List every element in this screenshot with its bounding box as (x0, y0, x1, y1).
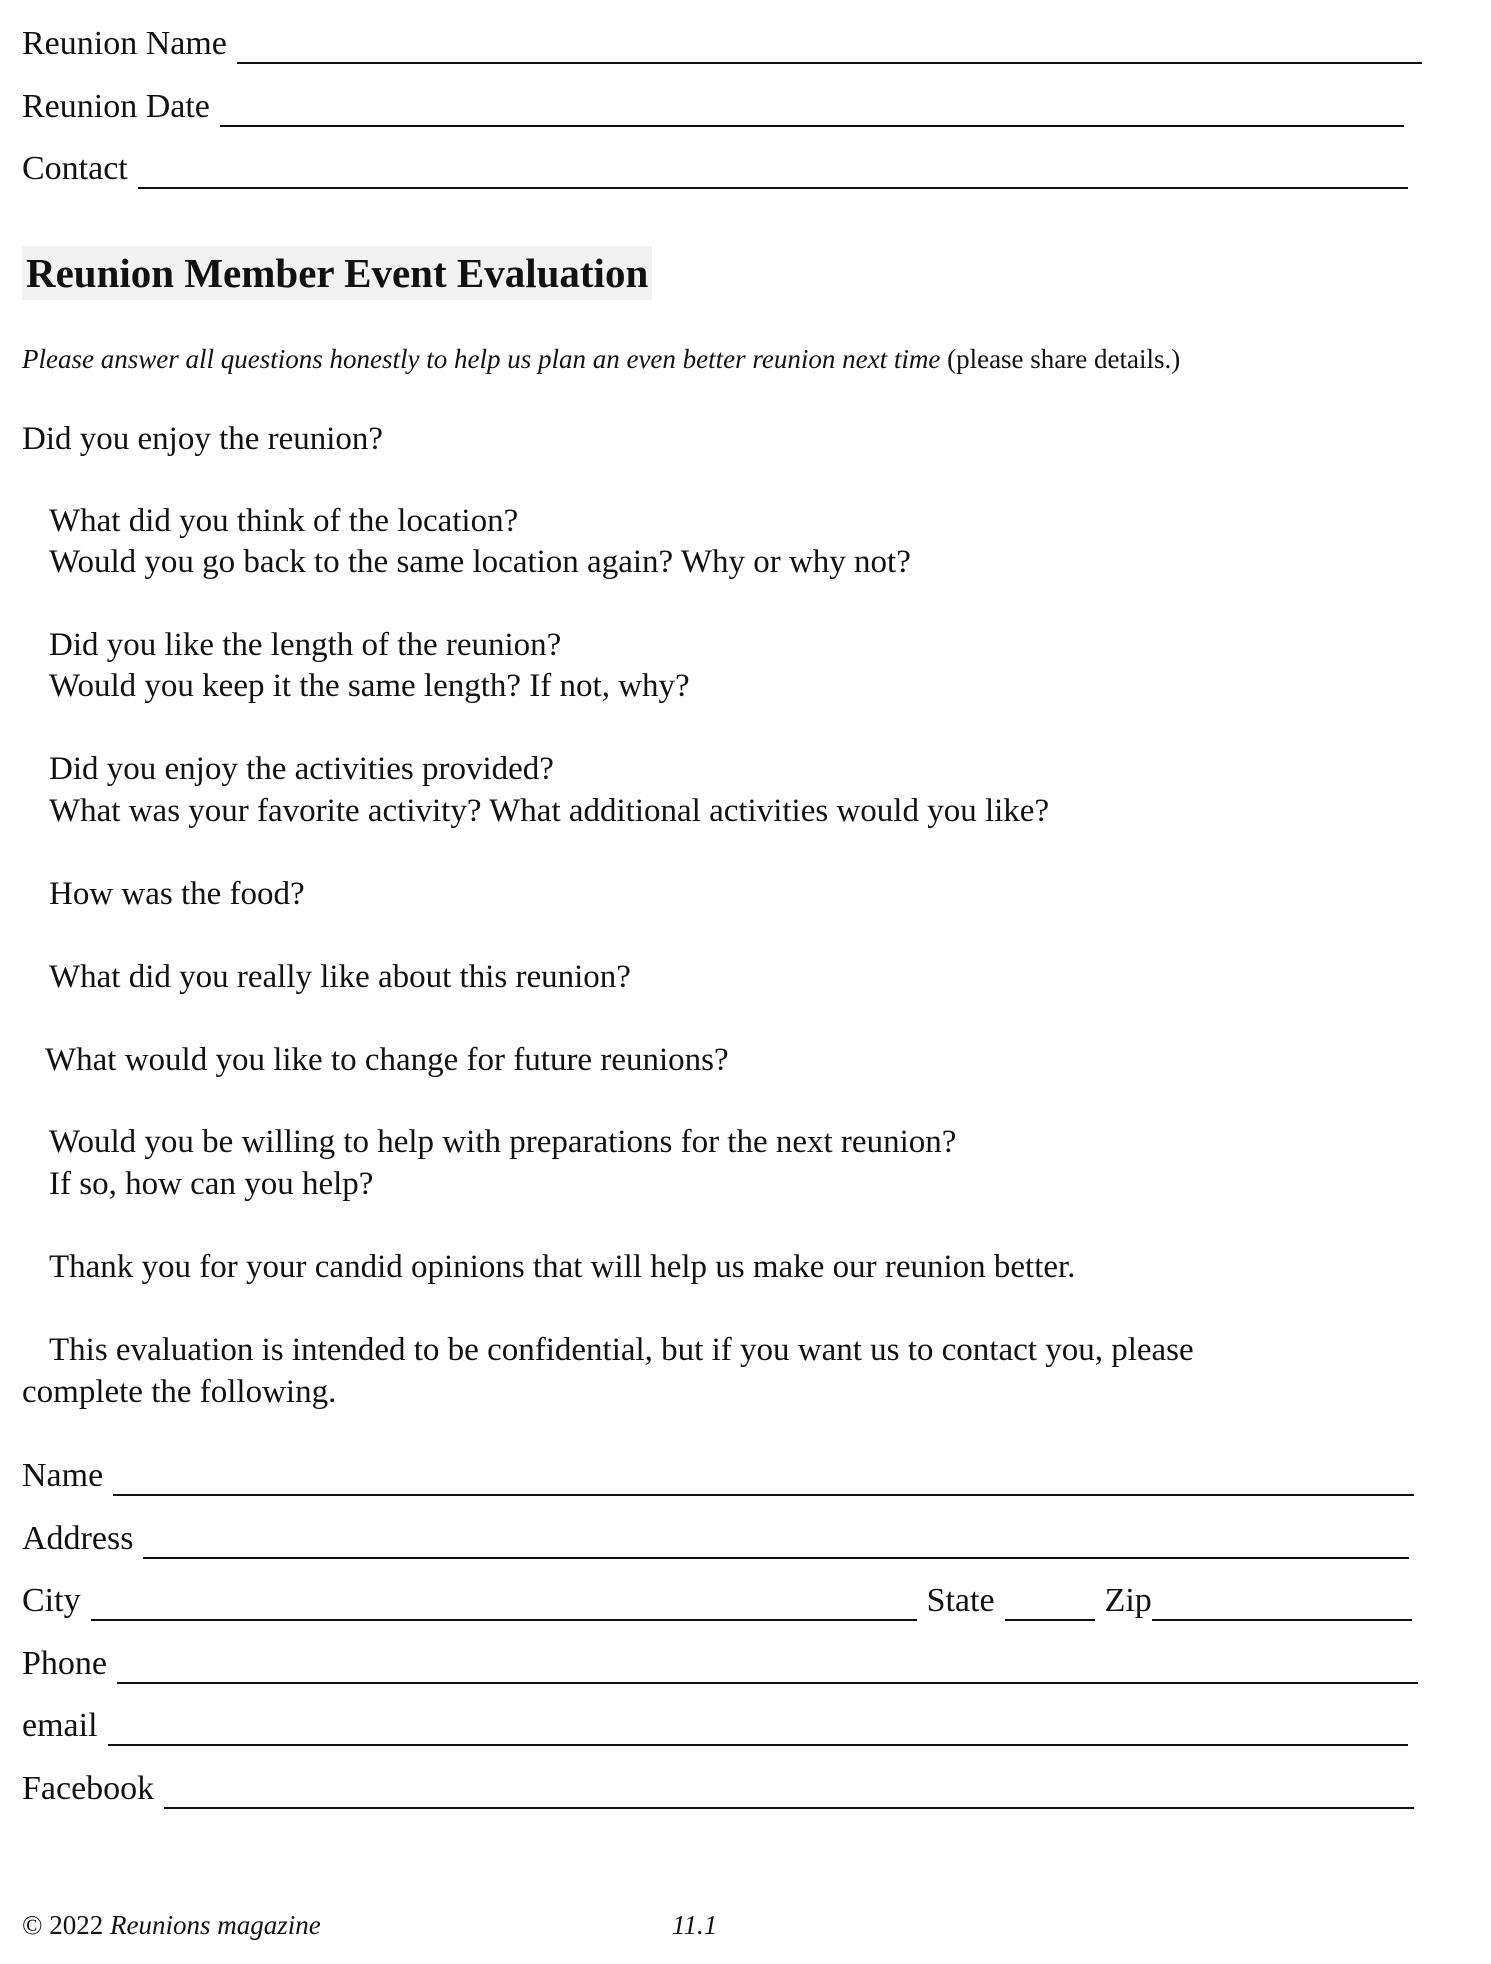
facebook-field[interactable] (22, 1765, 1414, 1809)
phone-blank[interactable] (117, 1648, 1418, 1684)
name-blank[interactable] (113, 1460, 1414, 1496)
contact-label: Contact (22, 150, 128, 187)
magazine-name: Reunions magazine (110, 1910, 321, 1940)
question-food: How was the food? (49, 876, 305, 912)
facebook-label: Facebook (22, 1770, 155, 1807)
intro-text (22, 342, 1180, 376)
name-field[interactable] (22, 1452, 1414, 1496)
question-change: What would you like to change for future reunions? (45, 1042, 729, 1078)
footer-copyright (22, 1908, 321, 1942)
question-length-2: Would you keep it the same length? If not, why? (49, 668, 690, 704)
question-liked: What did you really like about this reunion? (49, 959, 631, 995)
copyright-text: © 2022 (22, 1910, 111, 1940)
zip-label: Zip (1104, 1582, 1152, 1619)
intro-italic: Please answer all questions honestly to help us plan an even better reunion next time (22, 344, 941, 374)
question-length-1: Did you like the length of the reunion? (49, 627, 562, 663)
phone-field[interactable] (22, 1640, 1418, 1684)
state-blank[interactable] (1005, 1585, 1095, 1621)
reunion-name-blank[interactable] (237, 28, 1422, 64)
page-title: Reunion Member Event Evaluation (22, 246, 652, 300)
address-blank[interactable] (143, 1523, 1409, 1559)
question-activities-1: Did you enjoy the activities provided? (49, 751, 554, 787)
email-field[interactable] (22, 1702, 1408, 1746)
email-blank[interactable] (108, 1710, 1408, 1746)
phone-label: Phone (22, 1645, 107, 1682)
reunion-date-field[interactable] (22, 83, 1404, 127)
intro-plain: (please share details.) (940, 344, 1181, 374)
confidential-text-2: complete the following. (22, 1374, 337, 1410)
state-label: State (926, 1582, 995, 1619)
reunion-name-label: Reunion Name (22, 25, 227, 62)
email-label: email (22, 1707, 98, 1744)
question-help-1: Would you be willing to help with preparations for the next reunion? (49, 1124, 957, 1160)
address-label: Address (22, 1520, 134, 1557)
contact-blank[interactable] (138, 153, 1408, 189)
page-number-text: 11.1 (672, 1910, 718, 1940)
name-label: Name (22, 1457, 104, 1494)
reunion-date-label: Reunion Date (22, 88, 210, 125)
question-enjoy: Did you enjoy the reunion? (22, 421, 384, 457)
city-label: City (22, 1582, 81, 1619)
question-location-2: Would you go back to the same location again? Why or why not? (49, 544, 911, 580)
city-state-zip-row (22, 1577, 1412, 1621)
reunion-date-blank[interactable] (220, 91, 1404, 127)
confidential-text-1: This evaluation is intended to be confidential, but if you want us to contact you, please (49, 1332, 1194, 1368)
zip-blank[interactable] (1152, 1585, 1412, 1621)
facebook-blank[interactable] (164, 1773, 1414, 1809)
question-activities-2: What was your favorite activity? What additional activities would you like? (49, 793, 1050, 829)
question-help-2: If so, how can you help? (49, 1166, 374, 1202)
contact-field[interactable] (22, 145, 1408, 189)
address-field[interactable] (22, 1515, 1409, 1559)
question-location-1: What did you think of the location? (49, 503, 519, 539)
city-blank[interactable] (91, 1585, 917, 1621)
thanks-text: Thank you for your candid opinions that will help us make our reunion better. (49, 1249, 1076, 1285)
reunion-name-field[interactable] (22, 20, 1422, 64)
page-number (672, 1908, 717, 1942)
